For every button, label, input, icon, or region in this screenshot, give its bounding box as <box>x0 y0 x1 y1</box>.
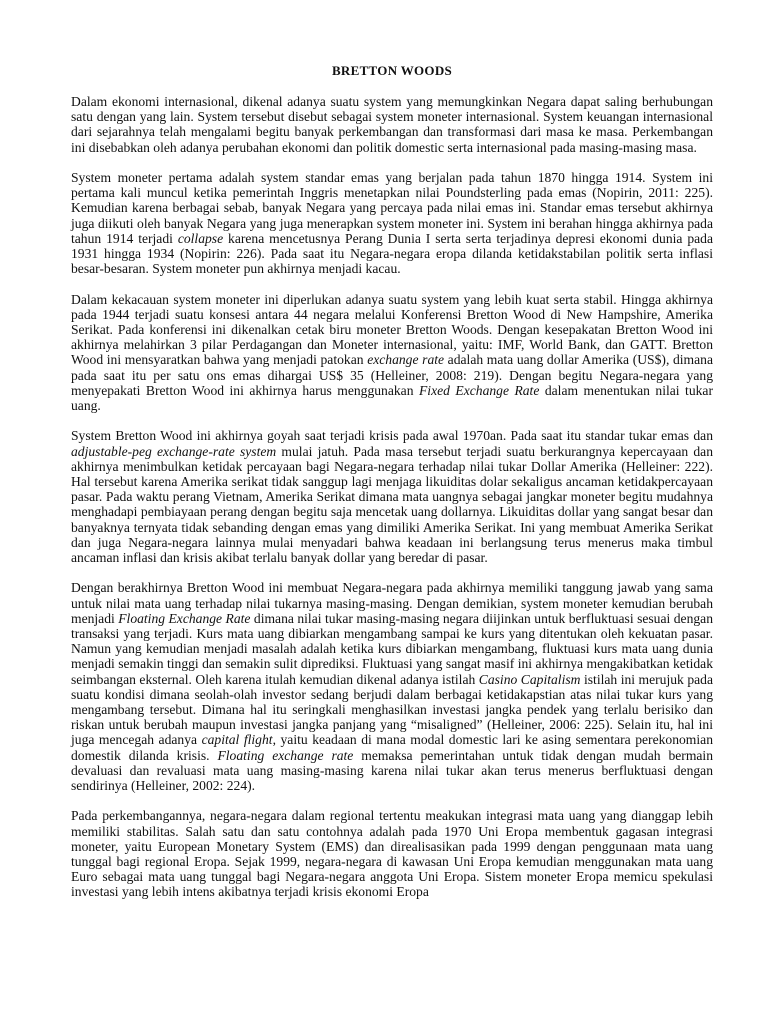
text-run: Dalam ekonomi internasional, dikenal adanya suatu system yang memungkinkan Negara dapat saling berhubungan satu dengan yang lain. System tersebut disebut sebagai system moneter internasional. System keuangan internasional dari sejarahnya telah mengalami begitu banyak perkembangan dan transformasi dari masa ke masa. Perkembangan ini disebabkan oleh adanya perubahan ekonomi dan politik domestic serta internasional pada masing-masing masa. <box>71 94 713 155</box>
text-run: karena mencetusnya Perang Dunia I serta serta terjadinya depresi ekonomi dunia pada 1931 hingga 1934 (Nopirin: 226). Pada saat itu Negara-negara eropa dilanda ketidakstabilan politik serta inflasi besar-besaran. System moneter pun akhirnya menjadi kacau. <box>71 230 713 277</box>
paragraph <box>71 580 713 793</box>
text-run: Dalam kekacauan system moneter ini diperlukan adanya suatu system yang lebih kuat serta stabil. Hingga akhirnya pada 1944 terjadi suatu konsesi antara 44 negara melalui Konferensi Bretton Wood di New Hampshire, Amerika Serikat. Pada konferensi ini dikenalkan cetak biru moneter Bretton Woods. Dengan kesepakatan Bretton Wood ini akhirnya melahirkan 3 pilar Perdagangan dan Moneter internasional, yaitu: IMF, World Bank, dan GATT. Bretton Wood ini mensyaratkan bahwa yang menjadi patokan <box>71 291 713 368</box>
document-title: BRETTON WOODS <box>331 63 453 78</box>
text-run: adalah mata uang dollar Amerika (US$), dimana pada saat itu per satu ons emas dihargai US$ 35 (Helleiner, 2008: 219). Dengan begitu Negara-negara yang menyepakati Bretton Wood ini akhirnya harus menggunakan <box>71 352 713 398</box>
italic-term: Fixed Exchange Rate <box>418 382 540 398</box>
text-run: memaksa pemerintahan untuk tidak dengan mudah bermain devaluasi dan revaluasi mata uang masing-masing karena nilai tukar akan terus menerus berfluktuasi dengan sendirinya (Helleiner, 2002: 224). <box>71 747 713 794</box>
text-run: dalam menentukan nilai tukar uang. <box>71 382 713 414</box>
italic-term: Casino Capitalism <box>478 671 581 687</box>
italic-term: adjustable-peg exchange-rate system <box>71 443 277 459</box>
text-run: , yaitu keadaan di mana modal domestic lari ke asing sementara perekonomian domestik dilanda krisis. <box>71 732 713 763</box>
paragraph <box>71 428 713 565</box>
text-run: System Bretton Wood ini akhirnya goyah saat terjadi krisis pada awal 1970an. Pada saat itu standar tukar emas dan <box>71 428 713 444</box>
italic-term: Floating Exchange Rate <box>118 610 251 626</box>
text-run: Dengan berakhirnya Bretton Wood ini membuat Negara-negara pada akhirnya memiliki tanggung jawab yang sama untuk nilai mata uang terhadap nilai tukarnya masing-masing. Dengan demikian, system moneter kemudian berubah menjadi <box>71 580 713 626</box>
italic-term: exchange rate <box>367 352 445 368</box>
italic-term: collapse <box>177 230 224 246</box>
paragraph <box>71 292 713 414</box>
italic-term: Floating exchange rate <box>217 747 354 763</box>
paragraph <box>71 170 713 276</box>
text-run: dimana nilai tukar masing-masing negara diijinkan untuk berfluktuasi sesuai dengan transaksi yang terjadi. Kurs mata uang dibiarkan mengambang sampai ke kurs yang ditentukan oleh kekuatan pasar. Namun yang kemudian menjadi masalah adalah ketika kurs dibiarkan mengambang, fluktuasi kurs mata uang dunia menjadi semakin tinggi dan semakin sulit diprediksi. Fluktuasi yang sangat masif ini akhirnya mengakibatkan ketidak seimbangan eksternal. Oleh karena itulah kemudian dikenal adanya istilah <box>71 610 713 687</box>
text-run: istilah ini merujuk pada suatu kondisi dimana seolah-olah investor sedang berjudi dalam berbagai ketidakapstian atas nilai tukar kurs yang mengambang tersebut. Dimana hal itu seringkali menghasilkan investasi jangka pendek yang terlalu berisiko dan riskan untuk berubah maupun investasi jangka panjang yang “misaligned” (Helleiner, 2006: 225). Selain itu, hal ini juga mencegah adanya <box>71 671 713 748</box>
text-run: System moneter pertama adalah system standar emas yang berjalan pada tahun 1870 hingga 1914. System ini pertama kali muncul ketika pemerintah Inggris menetapkan nilai Poundsterling pada emas (Nopirin, 2011: 225). Kemudian karena berbagai sebab, banyak Negara yang percaya pada nilai emas ini. Standar emas tersebut akhirnya juga diikuti oleh banyak Negara yang juga menerapkan system moneter ini. System ini berahan hingga akhirnya pada tahun 1914 terjadi <box>71 170 713 246</box>
paragraph <box>71 94 713 155</box>
text-run: mulai jatuh. Pada masa tersebut terjadi suatu berkurangnya kepercayaan dan akhirnya menimbulkan ketidak percayaan bagi Negara-negara terhadap nilai tukar Dollar Amerika (Helleiner: 222). Hal tersebut karena Amerika serikat tidak sanggup lagi menjaga likuiditas dolar sekaligus ancaman ketidakpercayaan pasar. Pada waktu perang Vietnam, Amerika Serikat dimana mata uangnya sebagai jangkar moneter begitu mudahnya menghadapi pembiayaan perang dengan begitu saja mencetak uang dollarnya. Likuiditas dollar yang sangat besar dan banyaknya ternyata tidak sebanding dengan emas yang dimiliki Amerika Serikat. Ini yang membuat Amerika Serikat dan juga Negara-negara lainnya mulai menyadari bahwa keadaan ini berlangsung terus menerus maka timbul ancaman inflasi dan krisis akibat terlalu banyak dollar yang beredar di pasar. <box>71 443 713 566</box>
italic-term: capital flight <box>201 732 273 748</box>
paragraph <box>71 808 713 899</box>
text-run: Pada perkembangannya, negara-negara dalam regional tertentu meakukan integrasi mata uang yang dianggap lebih memiliki stabilitas. Salah satu dan satu contohnya adalah pada 1970 Uni Eropa membentuk gagasan integrasi moneter, yaitu European Monetary System (EMS) dan direalisasikan pada 1999 dengan penggunaan mata uang tunggal bagi regional Eropa. Sejak 1999, negara-negara di kawasan Uni Eropa kemudian menggunakan mata uang Euro sebagai mata uang tunggal bagi Negara-negara anggota Uni Eropa. Sistem moneter Eropa memicu spekulasi investasi yang lebih intens akibatnya terjadi krisis ekonomi Eropa <box>71 808 713 900</box>
